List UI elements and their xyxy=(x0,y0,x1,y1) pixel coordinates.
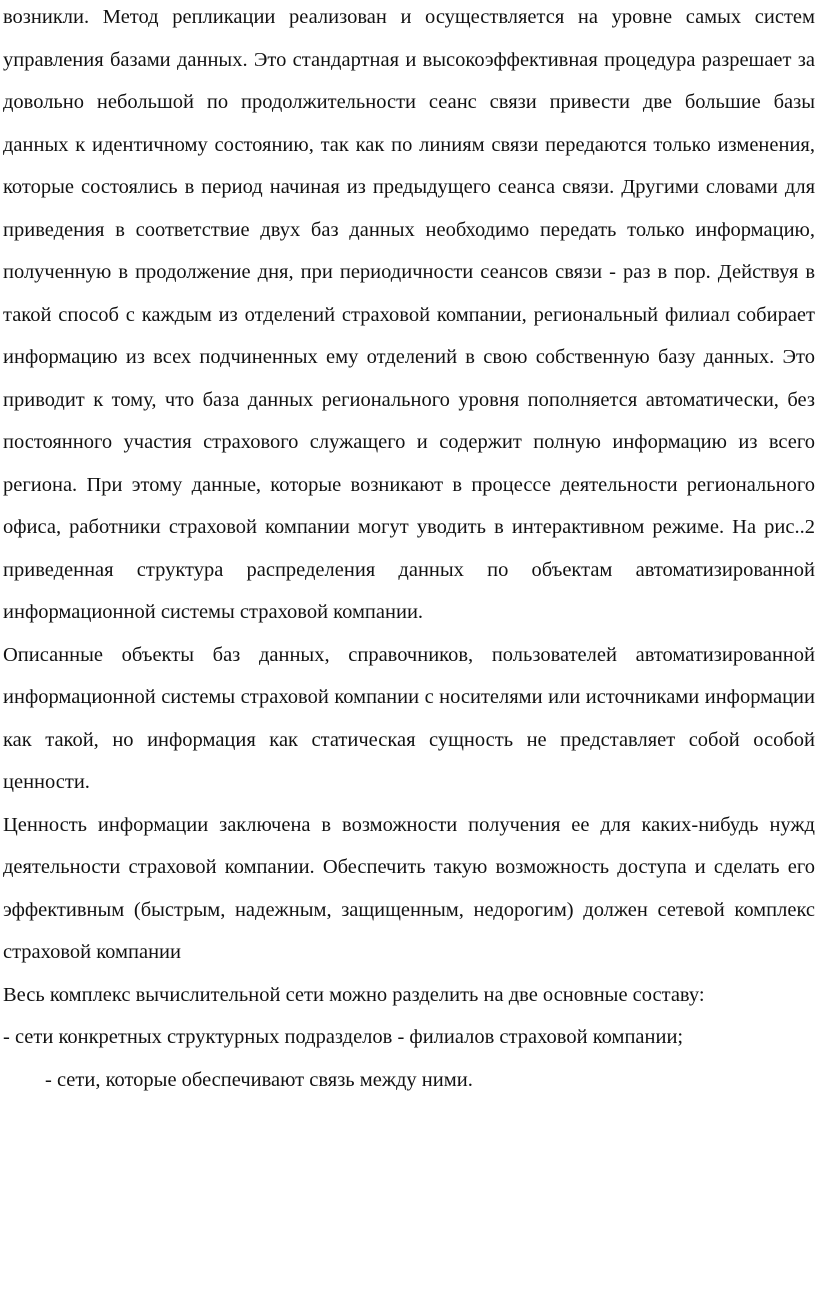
paragraph-network-complex: Весь комплекс вычислительной сети можно разделить на две основные составу: xyxy=(3,983,705,1006)
list-item-branch-networks: - сети конкретных структурных подразделов - филиалов страховой компании; xyxy=(3,1026,684,1048)
paragraph-information-value: Ценность информации заключена в возможности получения ее для каких-нибудь нужд деятельности страховой компании. Обеспечить такую возможность доступа и сделать его эффективным (быстрым, надежным, защищенным, недорогим) должен сетевой комплекс страховой компании xyxy=(3,813,815,963)
list-item-link-networks: - сети, которые обеспечивают связь между ними. xyxy=(45,1068,473,1091)
document-page xyxy=(3,0,815,1101)
paragraph-replication: возникли. Метод репликации реализован и осуществляется на уровне самых систем управления базами данных. Это стандартная и высокоэффективная процедура разрешает за довольно небольшой по продолжительности сеанс связи привести две большие базы данных к идентичному состоянию, так как по линиям связи передаются только изменения, которые состоялись в период начиная из предыдущего сеанса связи. Другими словами для приведения в соответствие двух баз данных необходимо передать только информацию, полученную в продолжение дня, при периодичности сеансов связи - раз в пор. Действуя в такой способ с каждым из отделений страховой компании, региональный филиал собирает информацию из всех подчиненных ему отделений в свою собственную базу данных. Это приводит к тому, что база данных регионального уровня пополняется автоматически, без постоянного участия страхового служащего и содержит полную информацию из всего региона. При этому данные, которые возникают в процессе деятельности регионального офиса, работники страховой компании могут уводить в интерактивном режиме. На рис..2 приведенная структура распределения данных по объектам автоматизированной информационной системы страховой компании. xyxy=(3,6,815,623)
paragraph-described-objects: Описанные объекты баз данных, справочников, пользователей автоматизированной информационной системы страховой компании с носителями или источниками информации как такой, но информация как статическая сущность не представляет собой особой ценности. xyxy=(3,643,815,793)
